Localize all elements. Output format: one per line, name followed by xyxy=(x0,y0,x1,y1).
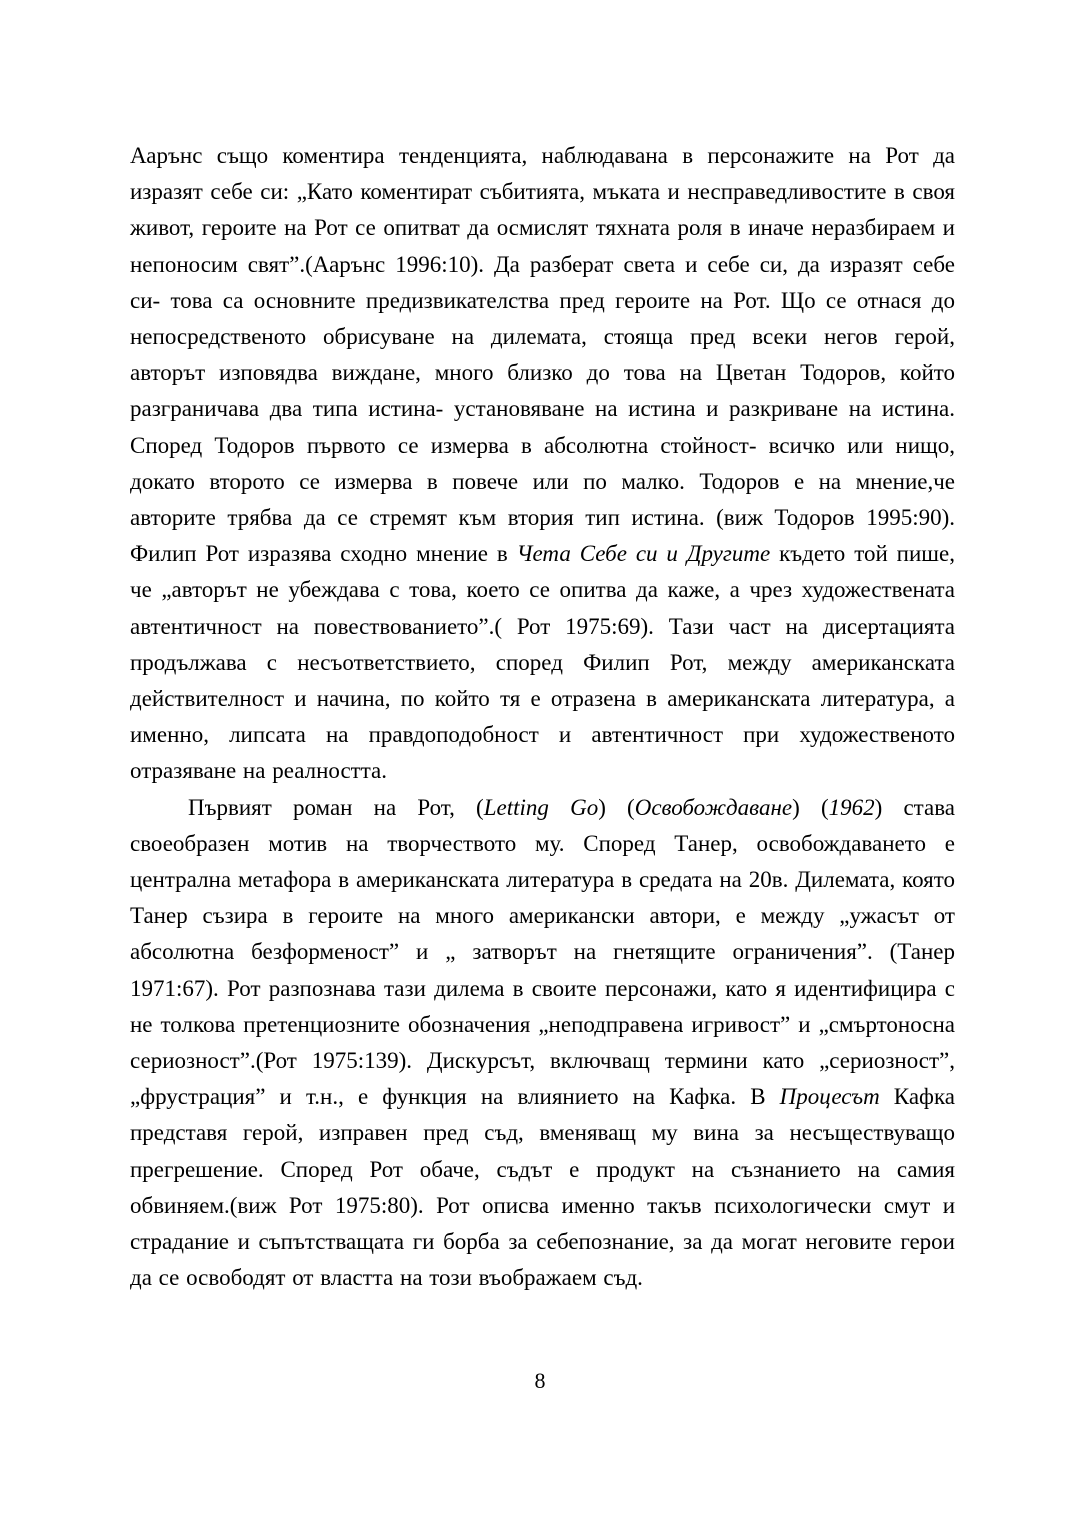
text-run: Letting Go xyxy=(483,794,599,820)
text-run: 1962 xyxy=(828,794,875,820)
text-run: Процесът xyxy=(779,1084,880,1110)
text-run: ) става своеобразен мотив на творчеството му. Според Танер, освобождаването е централна метафора в американската литература в средата на 20в. Дилемата, която Танер съзира в героите на много американски автори, е между „ужасът от абсолютна безформеност” и „ затворът на гнетящите ограничения”. (Танер 1971:67). Рот разпознава тази дилема в своите персонажи, като я идентифицира с не толкова претенциозните обозначения „неподправена игривост” и „смъртоносна сериозност”.(Рот 1975:139). Дискурсът, включващ термини като „сериозност”, „фрустрация” и т.н., е функция на влиянието на Кафка. В xyxy=(130,794,955,1110)
text-run: Аарънс също коментира тенденцията, наблюдавана в персонажите на Рот да изразят себе си: „Като коментират събитията, мъката и несправедливостите в своя живот, героите на Рот се опитват да осмислят тяхната роля в иначе неразбираем и непоносим свят”.(Аарънс 1996:10). Да разберат света и себе си, да изразят себе си- това са основните предизвикателства пред героите на Рот. Що се отнася до непосредственото обрисуване на дилемата, стояща пред всеки негов герой, авторът изповядва виждане, много близко до това на Цветан Тодоров, който разграничава два типа истина- установяване на истина и разкриване на истина. Според Тодоров първото се измерва в абсолютна стойност- всичко или нищо, докато второто се измерва в повече или по малко. Тодоров е на мнение,че авторите трябва да се стремят към втория тип истина. (виж Тодоров 1995:90). Филип Рот изразява сходно мнение в xyxy=(130,143,955,567)
page-number: 8 xyxy=(534,1368,546,1393)
text-run: Чета Себе си и Другите xyxy=(516,541,771,567)
text-run: Кафка представя герой, изправен пред съд, вменяващ му вина за несъществуващо прегрешение. Според Рот обаче, съдът е продукт на съзнанието на самия обвиняем.(виж Рот 1975:80). Рот описва именно такъв психологически смут и страдание и съпътстващата ги борба за себепознание, за да могат неговите герои да се освободят от властта на този въображаем съд. xyxy=(130,1084,955,1291)
text-run: Първият роман на Рот, ( xyxy=(188,794,484,820)
paragraph xyxy=(130,138,955,790)
paragraph xyxy=(130,790,955,1297)
text-run: ) ( xyxy=(598,794,635,820)
text-run: където той пише, че „авторът не убеждава с това, което се опитва да каже, а чрез художествената автентичност на повествованието”.( Рот 1975:69). Тази част на дисертацията продължава с несъответствието, според Филип Рот, между американската действителност и начина, по който тя е отразена в американската литература, а именно, липсата на правдоподобност и автентичност при художественото отразяване на реалността. xyxy=(130,541,955,784)
document-text xyxy=(130,138,955,1297)
text-run: Освобождаване xyxy=(634,794,793,820)
text-run: ) ( xyxy=(792,794,829,820)
